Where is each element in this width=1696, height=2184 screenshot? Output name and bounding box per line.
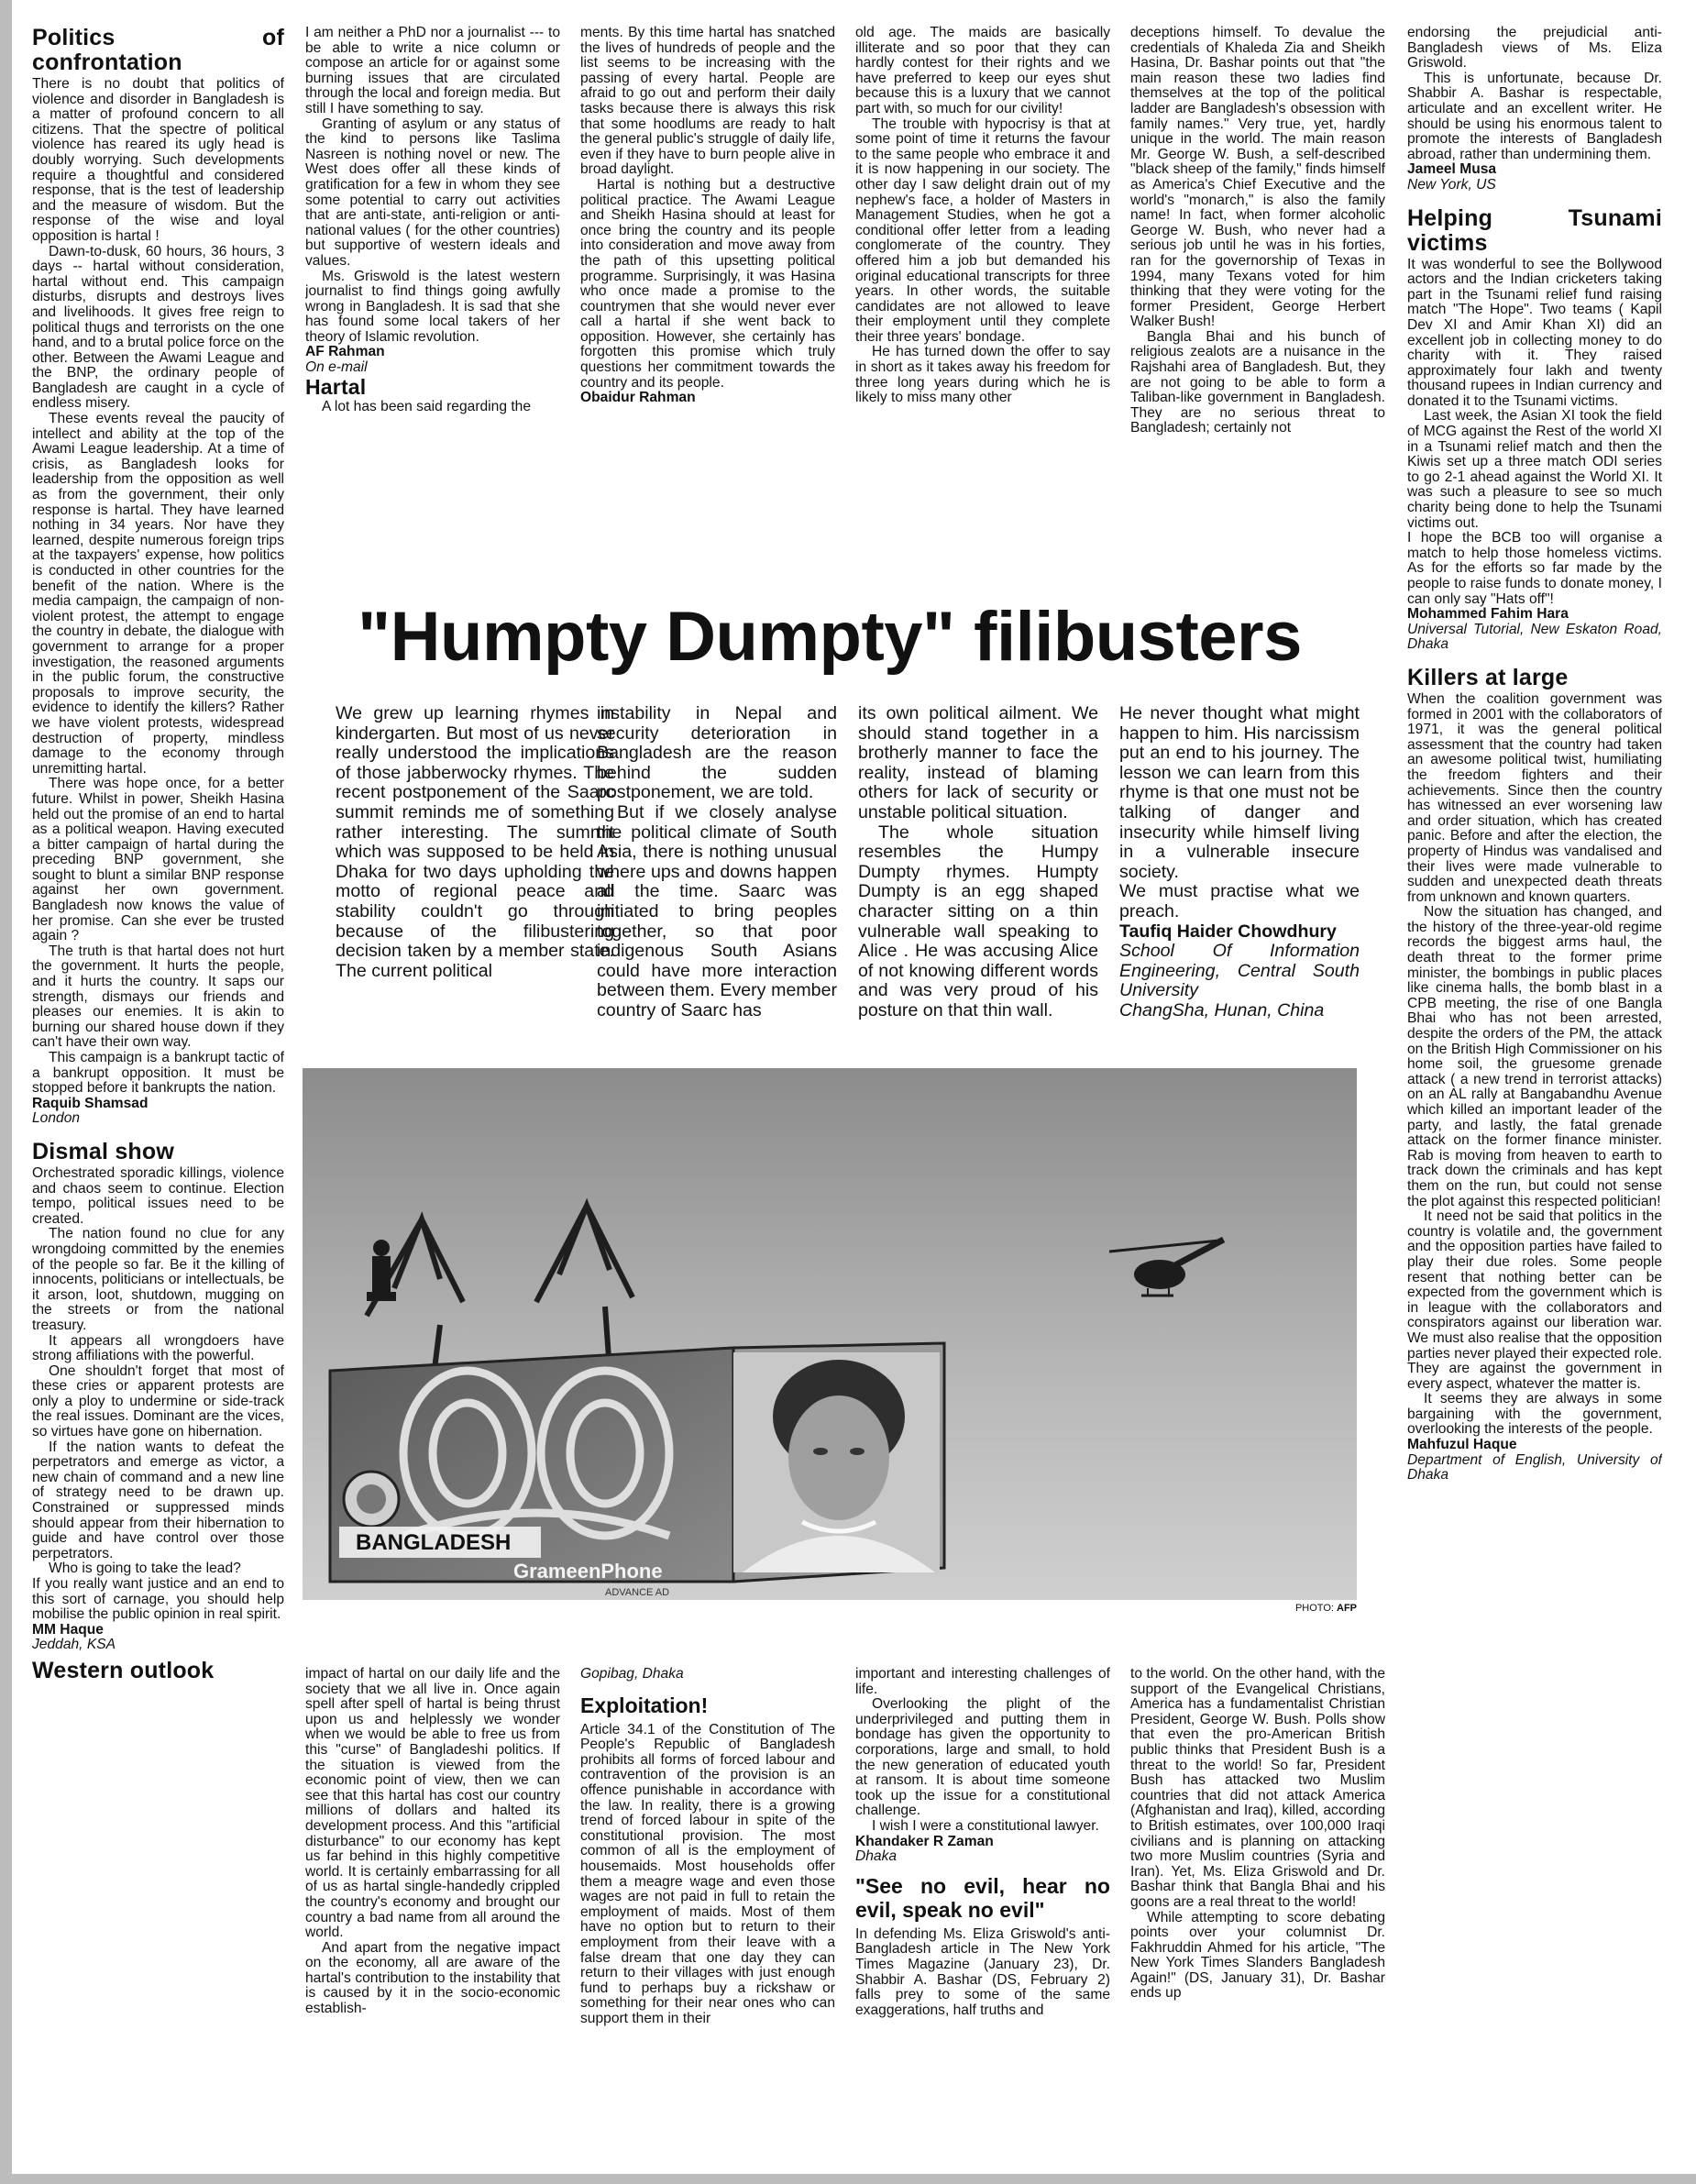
article-title: Exploitation! bbox=[580, 1693, 709, 1717]
paragraph: Dawn-to-dusk, 60 hours, 36 hours, 3 days -- hartal without consideration, hartal without end. This campaign disturbs, disrupts and destroys lives and livelihoods. It gives free reign to political thugs and terrorists on the one hand, and to a brutal police force on the other. Between the Awami League and the BNP, the ordinary people of Bangladesh are caught in a cycle of endless misery. bbox=[32, 243, 284, 412]
paragraph: He has turned down the offer to say in short as it takes away his freedom for three long years during which he is likely to miss many other bbox=[855, 344, 1110, 406]
paragraph: The truth is that hartal does not hurt the government. It hurts the people, and it hurts the country. It saps our strength, dismays our friends and pleases our enemies. It is akin to burning our shared house down if they can't have their own way. bbox=[32, 943, 284, 1051]
author-name: Obaidur Rahman bbox=[580, 390, 696, 406]
party-emblem bbox=[344, 1472, 399, 1527]
column-2-top bbox=[305, 26, 560, 548]
author-location: Jeddah, KSA bbox=[32, 1637, 116, 1653]
column-4-bottom bbox=[855, 1667, 1110, 2153]
author-location: London bbox=[32, 1110, 81, 1127]
paragraph: Ms. Griswold is the latest western journalist to find things going awfully wrong in Bangladesh. It is sad that she has found some local takers of her theory of Islamic revolution. bbox=[305, 268, 560, 345]
paragraph: important and interesting challenges of life. bbox=[855, 1667, 1110, 1697]
paragraph: The nation found no clue for any wrongdoing committed by the enemies of the people so far. Be it the killing of innocents, politicians or intellectuals, be it arson, loot, shutdown, mugging on the streets or from the national treasury. bbox=[32, 1226, 284, 1333]
paragraph: its own political ailment. We should stand together in a brotherly manner to face the reality, instead of blaming others for lack of security or unstable political situation. bbox=[858, 704, 1098, 822]
paragraph: impact of hartal on our daily life and the society that we all live in. Once again spell after spell of hartal is being thrust upon us and helplessly we wonder when we would be able to free us from this "curse" of Bangladeshi politics. If the situation is viewed from the economic point of view, then we can see that this hartal has cost our country millions of dollars and halted its development process. And this "artificial disturbance" to our economy has kept us far behind in this highly competitive world. It is certainly embarrassing for all of us as hartal single-handedly crippled the country's economy and brought our country a bad name from all around the world. bbox=[305, 1667, 560, 1941]
paragraph: Now the situation has changed, and the history of the three-year-old regime records the biggest arms haul, the death threat to the former prime minister, the bombings in public places like cinema halls, the bomb blast in a CPB meeting, the rise of one Bangla Bhai who has not been arrested, despite the orders of the PM, the attack on the British High Commissioner on his home soil, the gruesome grenade attack ( a new trend in terrorist attacks) on an AL rally at Bangabandhu Avenue which killed an important leader of the party, and lastly, the fatal grenade attack on the former finance minister. Rab is moving from heaven to earth to track down the criminals and has kept them on the run, but could not sense the plot against this respected politician! bbox=[1407, 904, 1662, 1209]
paragraph: When the coalition government was formed in 2001 with the collaborators of 1971, it was the general political assessment that the country had taken an awesome political twist, humiliating the freedom fighters and their achievements. Since then the country has witnessed an ever worsening law and order situation, which has created panic. Before and after the election, the property of Hindus was vandalised and their lives were made vulnerable to sudden and unexpected death threats from unknown and known quarters. bbox=[1407, 690, 1662, 905]
main-headline: "Humpty Dumpty" filibusters bbox=[358, 598, 1302, 676]
paragraph: Last week, the Asian XI took the field of MCG against the Rest of the world XI in a Tsunami relief match and then the Kiwis set up a three match ODI series to go 2-1 ahead against the World XI. It was such a pleasure to see so much charity being done to help the Tsunami victims out. bbox=[1407, 408, 1662, 531]
paragraph: But if we closely analyse the political climate of South Asia, there is nothing unusual where ups and downs happen all the time. Saarc was initiated to bring peoples together, so that poor indigenous South Asians could have more interaction between them. Every member country of Saarc has bbox=[597, 801, 837, 1020]
portrait bbox=[733, 1352, 940, 1572]
paragraph: We grew up learning rhymes in kindergarten. But most of us never really understood the implications of those jabberwocky rhymes. The recent postponement of the Saarc summit reminds me of something rather interesting. The summit which was supposed to be held in Dhaka for two days upholding the motto of regional peace and stability couldn't go through because of the filibustering decision taken by a member state. The current political bbox=[336, 704, 614, 981]
column-5-top bbox=[1130, 26, 1385, 548]
paragraph: There was hope once, for a better future. Whilst in power, Sheikh Hasina held out the promise of an end to hartal as a political weapon. Having executed a bitter campaign of hartal during the preceding BNP government, she sought to blunt a similar BNP response against her own government. Bangladesh now knows the value of her promise. Can she ever be trusted again ? bbox=[32, 776, 284, 944]
author-name: Taufiq Haider Chowdhury bbox=[1119, 921, 1337, 942]
column-6 bbox=[1407, 26, 1662, 2153]
author-location: Universal Tutorial, New Eskaton Road, Dhaka bbox=[1407, 621, 1662, 653]
news-photo bbox=[303, 1068, 1357, 1600]
billboard-text: BANGLADESH bbox=[356, 1530, 512, 1555]
author-name: Mohammed Fahim Hara bbox=[1407, 606, 1569, 623]
story-column-4 bbox=[1119, 704, 1360, 1043]
paragraph: I am neither a PhD nor a journalist --- to be able to write a nice column or compose an article for or against some burning issues that are circulated through the local and foreign media. But still I have something to say. bbox=[305, 26, 560, 116]
author-name: MM Haque bbox=[32, 1621, 104, 1638]
paragraph: Overlooking the plight of the underprivileged and putting them in bondage has given the opportunity to corporations, large and small, to hold the new generation of educated youth at ransom. It is about time someone took up the issue for a constitutional challenge. bbox=[855, 1696, 1110, 1819]
column-3-top bbox=[580, 26, 835, 548]
author-location: Dhaka bbox=[855, 1848, 898, 1865]
author-name: Mahfuzul Haque bbox=[1407, 1437, 1517, 1453]
author-location: On e-mail bbox=[305, 359, 368, 376]
paragraph: Hartal is nothing but a destructive political practice. The Awami League and Sheikh Hasina should at least for once bring the country and its people into consideration and move away from the path of this upsetting political programme. Surprisingly, it was Hasina who once made a promise to the countrymen that she would never ever call a hartal if she went back to opposition. However, she certainly has forgotten this promise which truly questions her commitment towards the country and its people. bbox=[580, 176, 835, 391]
author-location: ChangSha, Hunan, China bbox=[1119, 999, 1325, 1020]
photo-credit-label: PHOTO: bbox=[1294, 1603, 1337, 1614]
author-affiliation: School Of Information Engineering, Central South University bbox=[1119, 941, 1360, 1001]
paragraph: to the world. On the other hand, with the support of the Evangelical Christians, America has a fundamentalist Christian President, George W. Bush. Polls show that even the pro-American British public thinks that President Bush is a threat to the world! So far, President Bush has attacked two Muslim countries that did not attack America (Afghanistan and Iraq), killed, according to British estimates, over 100,000 Iraqi civilians and is planning on attacking two more Muslim countries (Syria and Iran). Yet, Ms. Eliza Griswold and Dr. Bashar think that Bangla Bhai and his goons are a real threat to the world! bbox=[1130, 1667, 1385, 1910]
photo-credit-source: AFP bbox=[1337, 1603, 1357, 1614]
article-title: Politics of confrontation bbox=[32, 26, 284, 75]
author-location: New York, US bbox=[1407, 176, 1496, 193]
column-1 bbox=[32, 26, 284, 2153]
paragraph: Article 34.1 of the Constitution of The People's Republic of Bangladesh prohibits all forms of forced labour and contravention of the provision is an offence punishable in accordance with the law. In reality, there is a growing trend of forced labour in spite of the constitutional provision. The most common of all is the employment of housemaids. Most households offer them a meagre wage and even those wages are not paid in full to retain the employment of maids. Most of them have no option but to return to their employment from their leave with a false dream that one day they can return to their villages with just enough fund to perhaps buy a rickshaw or something for their near ones who can support them in their bbox=[580, 1721, 835, 2026]
paragraph: In defending Ms. Eliza Griswold's anti-Bangladesh article in The New York Times Magazine (January 23), Dr. Shabbir A. Bashar (DS, February 2) falls prey to some of the same exaggerations, half truths and bbox=[855, 1925, 1110, 2018]
author-location: Department of English, University of Dhaka bbox=[1407, 1451, 1662, 1484]
article-title: Helping Tsunami victims bbox=[1407, 204, 1662, 256]
paragraph: The trouble with hypocrisy is that at some point of time it returns the favour to the same people who embrace it and it is now happening in our society. The other day I saw delight drain out of my nephew's face, a holder of Masters in Management Studies, when he got a conditional offer letter from a leading conglomerate of the country. They offered him a job but demanded his original educational transcripts for three years. In other words, the suitable candidates are not allowed to leave their employment until they complete their three years' bondage. bbox=[855, 116, 1110, 345]
paragraph: I wish I were a constitutional lawyer. bbox=[872, 1817, 1099, 1834]
paragraph: If the nation wants to defeat the perpetrators and emerge as victor, a new chain of command and a new line of strategy need to be drawn up. Constrained or suppressed minds should appear from their hibernation to guide and have control over those perpetrators. bbox=[32, 1439, 284, 1561]
paragraph: endorsing the prejudicial anti-Bangladesh views of Ms. Eliza Griswold. bbox=[1407, 26, 1662, 72]
paragraph: Who is going to take the lead? bbox=[49, 1561, 241, 1577]
paragraph: If you really want justice and an end to this sort of carnage, you should help mobilise the public opinion in real spirit. bbox=[32, 1576, 284, 1623]
column-5-bottom bbox=[1130, 1667, 1385, 2153]
author-name: Jameel Musa bbox=[1407, 161, 1497, 178]
author-location: Gopibag, Dhaka bbox=[580, 1667, 684, 1682]
bottom-margin-bar bbox=[0, 2174, 1696, 2184]
story-column-3 bbox=[858, 704, 1098, 1043]
paragraph: Bangla Bhai and his bunch of religious zealots are a nuisance in the Rajshahi area of Bangladesh. But, they are not going to be able to form a Taliban-like government in Bangladesh. They are no serious threat to Bangladesh; certainly not bbox=[1130, 328, 1385, 436]
paragraph: The whole situation resembles the Humpy Dumpty rhymes. Humpty Dumpty is an egg shaped character sitting on a thin vulnerable wall speaking to Alice . He was accusing Alice of not knowing different words and was very proud of his posture on that thin wall. bbox=[858, 822, 1098, 1020]
paragraph: It was wonderful to see the Bollywood actors and the Indian cricketers taking part in the Tsunami relief fund raising match "The Hope". Two teams ( Kapil Dev XI and Amir Khan XI) did an excellent job in collecting money to do charity with it. They raised approximately four lakh and twenty thousand rupees in Indian currency and donated it to the Tsunami victims. bbox=[1407, 256, 1662, 409]
paragraph: And apart from the negative impact on the economy, all are aware of the hartal's contribution to the instability that is caused by it in the socio-economic establish- bbox=[305, 1939, 560, 2017]
article-title: Dismal show bbox=[32, 1138, 175, 1164]
paragraph: There is no doubt that politics of violence and disorder in Bangladesh is a matter of profound concern to all citizens. That the spectre of political violence has reared its ugly head is doubly worrying. Such developments require a thoughtful and considered response, that is the test of leadership and the measure of wisdom. But the response of the wise and loyal opposition is hartal ! bbox=[32, 76, 284, 244]
paragraph: One shouldn't forget that most of these cries or apparent protests are only a ploy to undermine or side-track the real issues. Dominant are the vices, so virtues have gone on hibernation. bbox=[32, 1362, 284, 1440]
paragraph: This is unfortunate, because Dr. Shabbir A. Bashar is respectable, articulate and an excellent writer. He should be using his enormous talent to promote the interests of Bangladesh abroad, rather than undermining them. bbox=[1407, 70, 1662, 162]
author-name: Raquib Shamsad bbox=[32, 1095, 149, 1111]
billboard-small-tag: ADVANCE AD bbox=[605, 1587, 670, 1598]
brand-text: GrameenPhone bbox=[513, 1560, 663, 1583]
author-name: AF Rahman bbox=[305, 344, 385, 360]
article-title: Hartal bbox=[305, 374, 367, 399]
paragraph: Granting of asylum or any status of the kind to persons like Taslima Nasreen is nothing novel or new. The West does offer all these kinds of gratification for a few in whom they see some potential to carry out activities that are anti-state, anti-religion or anti-national values ( for the other countries) but supportive of western ideals and values. bbox=[305, 116, 560, 269]
paragraph: It appears all wrongdoers have strong affiliations with the powerful. bbox=[32, 1332, 284, 1364]
paragraph: While attempting to score debating points over your columnist Dr. Fakhruddin Ahmed for his article, "The New York Times Slanders Bangladesh Again!" (DS, January 31), Dr. Bashar ends up bbox=[1130, 1909, 1385, 2002]
article-title: "See no evil, hear no evil, speak no evil" bbox=[855, 1873, 1110, 1922]
paragraph: He never thought what might happen to him. His narcissism put an end to his journey. The lesson we can learn from this rhyme is that one must not be talking of danger and insecurity while himself living in a vulnerable insecure society. bbox=[1119, 704, 1360, 882]
paragraph: instability in Nepal and security deterioration in Bangladesh are the reason behind the sudden postponement, we are told. bbox=[597, 704, 837, 803]
paragraph: A lot has been said regarding the bbox=[322, 398, 532, 414]
paragraph: Orchestrated sporadic killings, violence and chaos seem to continue. Election tempo, political issues need to be created. bbox=[32, 1164, 284, 1227]
story-column-1 bbox=[336, 704, 614, 1043]
story-column-2 bbox=[597, 704, 837, 1043]
author-name: Khandaker R Zaman bbox=[855, 1833, 994, 1849]
column-2-bottom bbox=[305, 1667, 560, 2153]
article-title: Western outlook bbox=[32, 1657, 215, 1683]
paragraph: It seems they are always in some bargaining with the government, overlooking the interests of the people. bbox=[1407, 1391, 1662, 1438]
column-3-bottom bbox=[580, 1667, 835, 2153]
paragraph: ments. By this time hartal has snatched the lives of hundreds of people and the list seems to be increasing with the passing of every hartal. People are afraid to go out and perform their daily tasks because there is always this risk that some hoodlums are ready to halt the general public's struggle of daily life, even if they have to burn people alive in broad daylight. bbox=[580, 26, 835, 178]
column-4-top bbox=[855, 26, 1110, 548]
paragraph: This campaign is a bankrupt tactic of a bankrupt opposition. It must be stopped before it bankrupts the nation. bbox=[32, 1050, 284, 1097]
paragraph: I hope the BCB too will organise a match to help those homeless victims. As for the efforts so far made by the people to raise funds to donate money, I can only say "Hats off"! bbox=[1407, 530, 1662, 607]
paragraph: old age. The maids are basically illiterate and so poor that they can hardly contest for their rights and we have preferred to keep our eyes shut because this is a luxury that we cannot part with, so much for our civility! bbox=[855, 26, 1110, 116]
paragraph: These events reveal the paucity of intellect and ability at the top of the Awami League leadership. At a time of crisis, as Bangladesh looks for leadership from the opposition as well as from the government, their only response is hartal. They have learned nothing in 34 years. Nor have they learned, despite numerous foreign trips at the taxpayers' expense, how politics is conducted in other countries for the benefit of the nation. Where is the media campaign, the campaign of non-violent protest, the attempt to engage the country in debate, the dialogue with government to arrange for a proper investigation, the reasoned arguments in the public forum, the constructive proposals to improve security, the evidence to identify the killers? Rather we have violent protests, widespread destruction of property, mindless damage to the economy through unremitting hartal. bbox=[32, 411, 284, 777]
photo-credit bbox=[1219, 1603, 1357, 1614]
paragraph: It need not be said that politics in the country is volatile and, the government and the opposition parties have failed to play their due roles. Some people resent that nothing better can be expected from the government which is in league with the collaborators and conspirators against our liberation war. We must also realise that the opposition parties never played their expected role. They are against the government in every aspect, whatever the matter is. bbox=[1407, 1208, 1662, 1392]
paragraph: deceptions himself. To devalue the credentials of Khaleda Zia and Sheikh Hasina, Dr. Bashar points out that "the main reason these two ladies find themselves at the top of the political ladder are Bangladesh's obsession with family names." Very true, yet, hardly unique in the world. The main reason Mr. George W. Bush, a self-described "black sheep of the family," finds himself as America's Chief Executive and the world's "monarch," is also the family name! In fact, when former alcoholic George W. Bush, who never had a serious job until he was in his forties, ran for the governorship of Texas in 1994, many Texans voted for him thinking that they were voting for the former President, George Herbert Walker Bush! bbox=[1130, 26, 1385, 330]
left-margin-bar bbox=[0, 0, 12, 2184]
article-title: Killers at large bbox=[1407, 664, 1569, 690]
paragraph: We must practise what we preach. bbox=[1119, 881, 1360, 921]
